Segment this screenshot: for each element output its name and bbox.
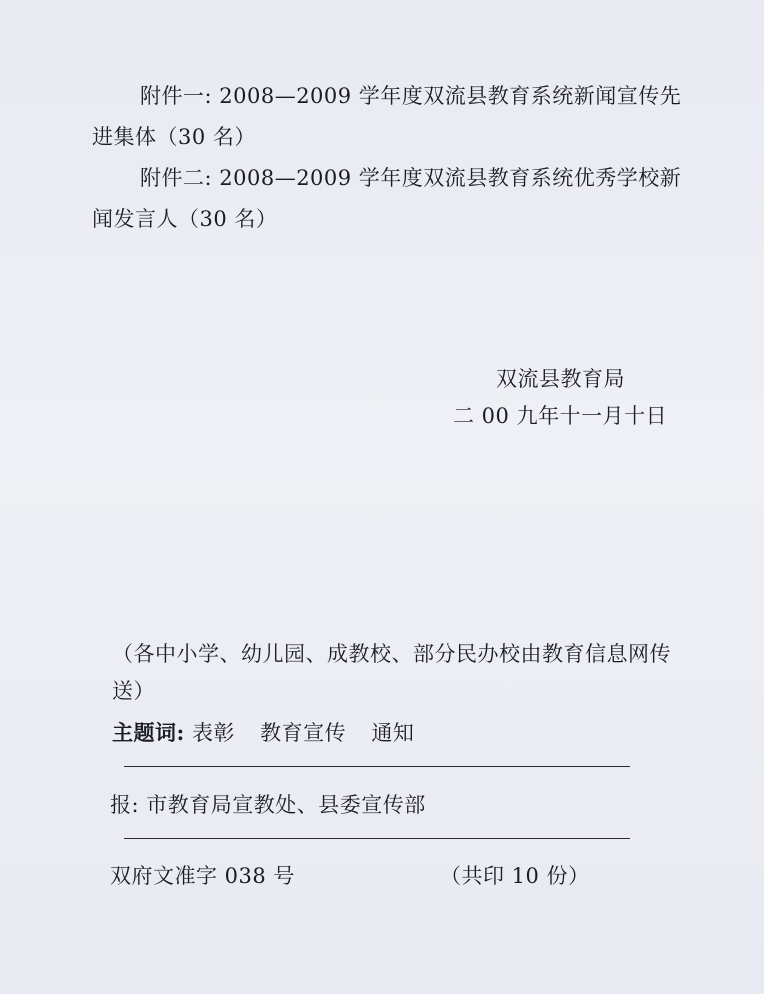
subject-term-3: 通知 (371, 721, 415, 745)
issue-date: 二 00 九年十一月十日 (453, 404, 668, 428)
divider-line-2 (124, 838, 630, 839)
report-recipients: 报: 市教育局宣教处、县委宣传部 (110, 793, 426, 817)
document-number: 双府文准字 038 号 (110, 864, 295, 888)
print-copies: （共印 10 份） (440, 864, 590, 888)
subject-label: 主题词: (112, 720, 185, 745)
attachment-one-line2: 进集体（30 名） (92, 125, 256, 149)
issuer-name: 双流县教育局 (496, 367, 625, 391)
subject-term-1: 表彰 (191, 721, 235, 745)
attachment-two-line1: 附件二: 2008—2009 学年度双流县教育系统优秀学校新 (140, 166, 682, 190)
subject-term-2: 教育宣传 (260, 721, 347, 745)
subject-words (112, 719, 414, 747)
distribution-line1: （各中小学、幼儿园、成教校、部分民办校由教育信息网传 (112, 642, 671, 666)
attachment-one-line1: 附件一: 2008—2009 学年度双流县教育系统新闻宣传先 (140, 84, 682, 108)
attachment-two-line2: 闻发言人（30 名） (92, 207, 278, 231)
divider-line-1 (124, 766, 630, 767)
distribution-line2: 送） (112, 679, 155, 703)
